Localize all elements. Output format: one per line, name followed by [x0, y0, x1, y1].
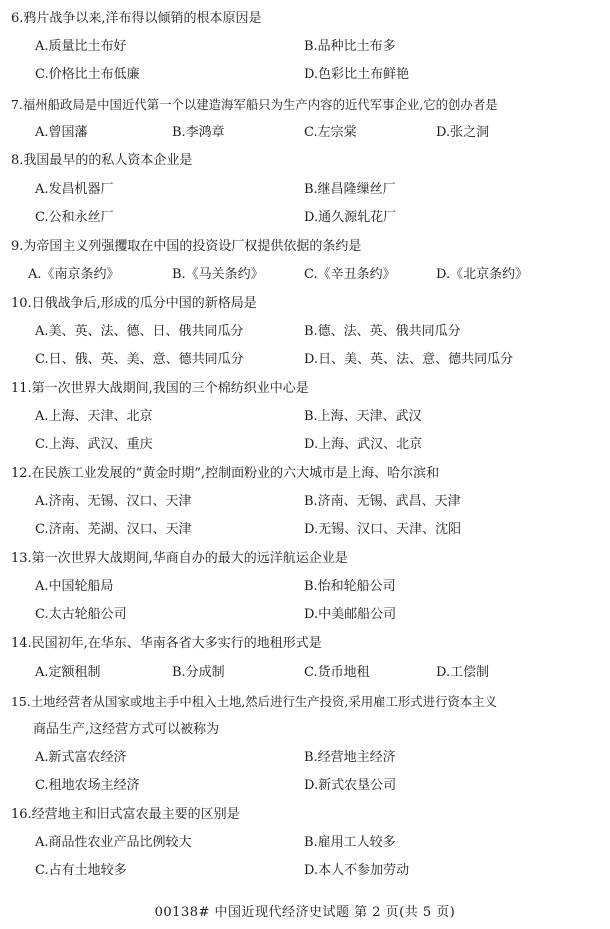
question-9-stem: 9.为帝国主义列强攫取在中国的投资设厂权提供依据的条约是 [11, 239, 362, 254]
question-8-options-row-2 [0, 209, 610, 227]
option-b: B.经营地主经济 [304, 750, 396, 765]
option-d: D.通久源轧花厂 [304, 210, 397, 225]
option-d: D.张之洞 [436, 125, 490, 140]
option-c: C.太古轮船公司 [35, 607, 127, 622]
question-11-options-row-1 [0, 408, 610, 426]
option-a: A.曾国藩 [35, 125, 88, 140]
question-11-stem: 11.第一次世界大战期间,我国的三个棉纺织业中心是 [11, 381, 309, 396]
question-15-options-row-2 [0, 777, 610, 795]
option-d: D.上海、武汉、北京 [304, 437, 423, 452]
option-a: A.美、英、法、德、日、俄共同瓜分 [35, 324, 244, 339]
page-footer: 00138# 中国近现代经济史试题 第 2 页(共 5 页) [154, 905, 456, 920]
question-10-options-row-2 [0, 351, 610, 369]
option-b: B.上海、天津、武汉 [304, 409, 422, 424]
question-8-options-row-1 [0, 181, 610, 199]
option-b: B.继昌隆缫丝厂 [304, 182, 396, 197]
option-b: B.品种比土布多 [304, 39, 396, 54]
question-8-stem: 8.我国最早的的私人资本企业是 [11, 153, 193, 168]
option-a: A.质量比土布好 [35, 39, 127, 54]
question-6-stem: 6.鸦片战争以来,洋布得以倾销的根本原因是 [11, 11, 262, 26]
option-c: C.公和永丝厂 [35, 210, 114, 225]
option-b: B.分成制 [172, 665, 225, 680]
option-a: A.《南京条约》 [28, 267, 120, 282]
option-d: D.新式农垦公司 [304, 778, 397, 793]
option-a: A.商品性农业产品比例较大 [35, 835, 192, 850]
option-d: D.《北京条约》 [436, 267, 529, 282]
option-d: D.日、美、英、法、意、德共同瓜分 [304, 352, 514, 367]
option-d: D.工偿制 [436, 665, 490, 680]
question-14-stem: 14.民国初年,在华东、华南各省大多实行的地租形式是 [11, 636, 322, 651]
question-14-options-row [0, 664, 610, 682]
question-15-stem-continued: 商品生产,这经营方式可以被称为 [33, 722, 220, 737]
question-9-options-row [0, 266, 610, 284]
option-b: B.济南、无锡、武昌、天津 [304, 494, 461, 509]
option-c: C.《辛丑条约》 [304, 267, 396, 282]
question-15-options-row-1 [0, 749, 610, 767]
option-d: D.本人不参加劳动 [304, 863, 410, 878]
question-16-stem: 16.经营地主和旧式富农最主要的区别是 [11, 807, 240, 822]
question-16-options-row-2 [0, 862, 610, 880]
question-12-options-row-2 [0, 521, 610, 539]
question-12-stem: 12.在民族工业发展的“黄金时期”,控制面粉业的六大城市是上海、哈尔滨和 [11, 466, 440, 481]
question-6-options-row-2 [0, 66, 610, 84]
option-c: C.济南、芜湖、汉口、天津 [35, 522, 192, 537]
option-a: A.发昌机器厂 [35, 182, 114, 197]
option-d: D.无锡、汉口、天津、沈阳 [304, 522, 462, 537]
question-10-options-row-1 [0, 323, 610, 341]
question-13-stem: 13.第一次世界大战期间,华商自办的最大的远洋航运企业是 [11, 551, 348, 566]
question-7-stem: 7.福州船政局是中国近代第一个以建造海军船只为生产内容的近代军事企业,它的创办者是 [11, 97, 498, 112]
option-b: B.怡和轮船公司 [304, 579, 396, 594]
question-13-options-row-1 [0, 578, 610, 596]
option-b: B.雇用工人较多 [304, 835, 396, 850]
option-a: A.定额租制 [35, 665, 101, 680]
option-c: C.租地农场主经济 [35, 778, 140, 793]
option-a: A.中国轮船局 [35, 579, 114, 594]
question-11-options-row-2 [0, 436, 610, 454]
option-d: D.中美邮船公司 [304, 607, 397, 622]
option-c: C.日、俄、英、美、意、德共同瓜分 [35, 352, 244, 367]
question-10-stem: 10.日俄战争后,形成的瓜分中国的新格局是 [11, 296, 257, 311]
option-a: A.新式富农经济 [35, 750, 127, 765]
option-c: C.价格比土布低廉 [35, 67, 140, 82]
option-b: B.《马关条约》 [172, 267, 264, 282]
option-a: A.上海、天津、北京 [35, 409, 153, 424]
question-15-stem: 15.土地经营者从国家或地主手中租入土地,然后进行生产投资,采用雇工形式进行资本主义 [11, 694, 498, 709]
option-c: C.占有土地较多 [35, 863, 127, 878]
option-b: B.德、法、英、俄共同瓜分 [304, 324, 461, 339]
option-c: C.左宗棠 [304, 125, 357, 140]
question-13-options-row-2 [0, 606, 610, 624]
question-7-options-row [0, 124, 610, 142]
option-c: C.上海、武汉、重庆 [35, 437, 153, 452]
option-d: D.色彩比土布鲜艳 [304, 67, 410, 82]
question-12-options-row-1 [0, 493, 610, 511]
option-b: B.李鸿章 [172, 125, 225, 140]
option-a: A.济南、无锡、汉口、天津 [35, 494, 192, 509]
question-16-options-row-1 [0, 834, 610, 852]
option-c: C.货币地租 [304, 665, 370, 680]
question-6-options-row-1 [0, 38, 610, 56]
